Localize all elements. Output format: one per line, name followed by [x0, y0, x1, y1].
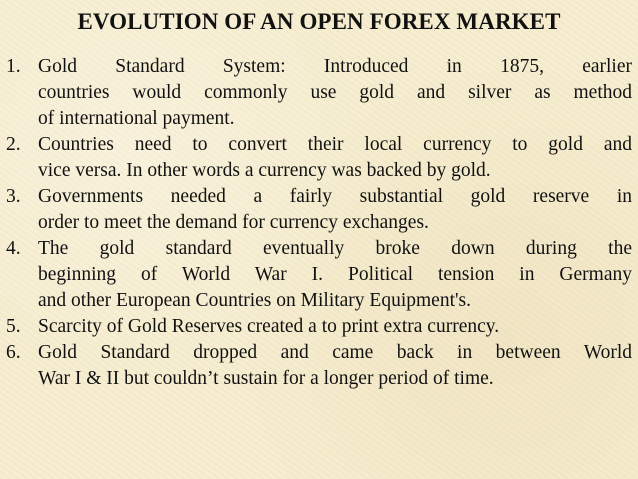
item-line: beginning of World War I. Political tension in Germany — [38, 264, 632, 285]
item-number: 3. — [6, 186, 21, 207]
item-line: Scarcity of Gold Reserves created a to print extra currency. — [38, 316, 500, 337]
slide-title: EVOLUTION OF AN OPEN FOREX MARKET — [77, 9, 561, 34]
list-item-2 — [6, 132, 632, 184]
item-number: 1. — [6, 56, 21, 77]
list-item-5 — [6, 314, 632, 340]
item-line: War I & II but couldn’t sustain for a longer period of time. — [38, 368, 494, 389]
item-line: Governments needed a fairly substantial gold reserve in — [38, 186, 632, 207]
item-line: Countries need to convert their local currency to gold and — [38, 134, 632, 155]
item-line: countries would commonly use gold and silver as method — [38, 82, 632, 103]
item-line: The gold standard eventually broke down during the — [38, 238, 632, 259]
bullet-list — [6, 54, 632, 392]
item-line: and other European Countries on Military Equipment's. — [38, 290, 471, 311]
item-number: 2. — [6, 134, 21, 155]
item-line: Gold Standard System: Introduced in 1875, earlier — [38, 56, 632, 77]
list-item-1 — [6, 54, 632, 132]
item-line: of international payment. — [38, 108, 235, 129]
list-item-3 — [6, 184, 632, 236]
item-number: 5. — [6, 316, 21, 337]
item-line: vice versa. In other words a currency was backed by gold. — [38, 160, 491, 181]
item-number: 4. — [6, 238, 21, 259]
item-line: Gold Standard dropped and came back in between World — [38, 342, 632, 363]
list-item-4 — [6, 236, 632, 314]
item-line: order to meet the demand for currency exchanges. — [38, 212, 429, 233]
list-item-6 — [6, 340, 632, 392]
item-number: 6. — [6, 342, 21, 363]
